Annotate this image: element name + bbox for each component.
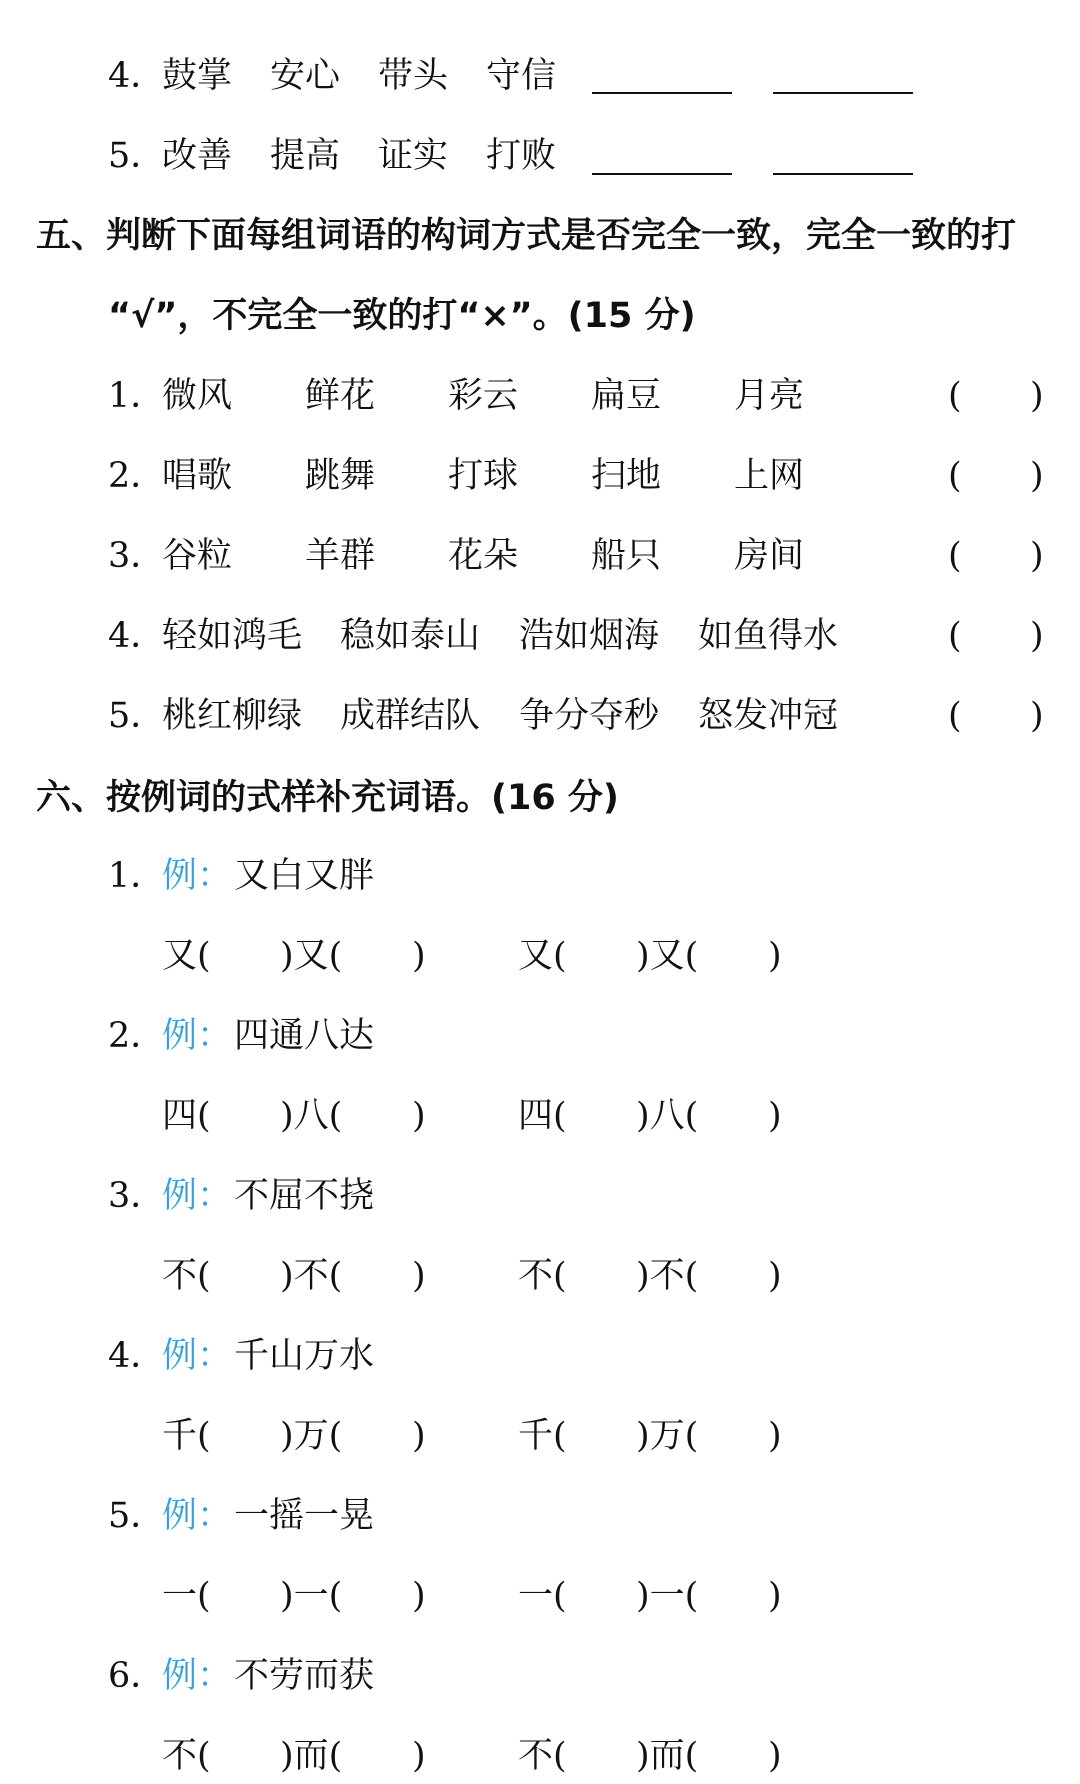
item-number: 4． (108, 56, 166, 96)
word: 鼓掌 (162, 56, 233, 96)
section-6-title: 六、按例词的式样补充词语。(16 分) (36, 778, 619, 818)
word: 扫地 (591, 456, 662, 496)
item-number: 3． (108, 1176, 166, 1216)
example-word: 四通八达 (234, 1016, 375, 1056)
word: 微风 (162, 376, 233, 416)
answer-paren-open[interactable]: ( (948, 616, 962, 656)
pattern-part[interactable]: ) (768, 1736, 782, 1776)
example-word: 不劳而获 (234, 1656, 375, 1696)
pattern-part[interactable]: ) (412, 1416, 426, 1456)
example-label: 例： (162, 1336, 233, 1376)
answer-blank[interactable] (773, 173, 913, 175)
answer-blank[interactable] (592, 173, 732, 175)
item-number: 5． (108, 1496, 166, 1536)
pattern-part[interactable]: ) (412, 1576, 426, 1616)
example-word: 不屈不挠 (234, 1176, 375, 1216)
pattern-part[interactable]: 四( (162, 1096, 211, 1136)
word: 彩云 (448, 376, 519, 416)
answer-paren-open[interactable]: ( (948, 376, 962, 416)
answer-paren-close[interactable]: ) (1030, 616, 1044, 656)
answer-paren-open[interactable]: ( (948, 456, 962, 496)
pattern-part[interactable]: )万( (636, 1416, 699, 1456)
item-number: 2． (108, 456, 166, 496)
word: 怒发冲冠 (698, 696, 839, 736)
pattern-part[interactable]: ) (768, 1416, 782, 1456)
example-label: 例： (162, 1016, 233, 1056)
word: 打败 (486, 136, 557, 176)
answer-blank[interactable] (773, 92, 913, 94)
answer-blank[interactable] (592, 92, 732, 94)
word: 改善 (162, 136, 233, 176)
word: 扁豆 (591, 376, 662, 416)
word: 打球 (448, 456, 519, 496)
word: 稳如泰山 (340, 616, 481, 656)
word: 证实 (378, 136, 449, 176)
word: 唱歌 (162, 456, 233, 496)
answer-paren-close[interactable]: ) (1030, 456, 1044, 496)
word: 房间 (734, 536, 805, 576)
pattern-part[interactable]: 又( (518, 936, 567, 976)
word: 鲜花 (305, 376, 376, 416)
pattern-part[interactable]: ) (768, 936, 782, 976)
pattern-part[interactable]: 又( (162, 936, 211, 976)
item-number: 4． (108, 616, 166, 656)
pattern-part[interactable]: 千( (162, 1416, 211, 1456)
word: 桃红柳绿 (162, 696, 303, 736)
example-word: 又白又胖 (234, 856, 375, 896)
pattern-part[interactable]: )八( (636, 1096, 699, 1136)
word: 跳舞 (305, 456, 376, 496)
word: 成群结队 (340, 696, 481, 736)
word: 带头 (378, 56, 449, 96)
word: 月亮 (734, 376, 805, 416)
pattern-part[interactable]: 不( (162, 1256, 211, 1296)
word: 轻如鸿毛 (162, 616, 303, 656)
pattern-part[interactable]: 不( (162, 1736, 211, 1776)
word: 羊群 (305, 536, 376, 576)
pattern-part[interactable]: )万( (280, 1416, 343, 1456)
pattern-part[interactable]: )一( (636, 1576, 699, 1616)
answer-paren-close[interactable]: ) (1030, 536, 1044, 576)
item-number: 5． (108, 136, 166, 176)
item-number: 1． (108, 856, 166, 896)
word: 守信 (486, 56, 557, 96)
pattern-part[interactable]: 不( (518, 1736, 567, 1776)
word: 如鱼得水 (698, 616, 839, 656)
example-label: 例： (162, 1496, 233, 1536)
pattern-part[interactable]: 一( (518, 1576, 567, 1616)
item-number: 3． (108, 536, 166, 576)
word: 提高 (270, 136, 341, 176)
pattern-part[interactable]: ) (768, 1096, 782, 1136)
item-number: 6． (108, 1656, 166, 1696)
word: 争分夺秒 (519, 696, 660, 736)
pattern-part[interactable]: ) (412, 1736, 426, 1776)
pattern-part[interactable]: 千( (518, 1416, 567, 1456)
pattern-part[interactable]: ) (412, 936, 426, 976)
example-label: 例： (162, 1656, 233, 1696)
pattern-part[interactable]: )又( (280, 936, 343, 976)
item-number: 4． (108, 1336, 166, 1376)
answer-paren-open[interactable]: ( (948, 696, 962, 736)
pattern-part[interactable]: 四( (518, 1096, 567, 1136)
pattern-part[interactable]: )又( (636, 936, 699, 976)
pattern-part[interactable]: 不( (518, 1256, 567, 1296)
pattern-part[interactable]: ) (412, 1256, 426, 1296)
pattern-part[interactable]: ) (412, 1096, 426, 1136)
answer-paren-close[interactable]: ) (1030, 696, 1044, 736)
answer-paren-close[interactable]: ) (1030, 376, 1044, 416)
word: 花朵 (448, 536, 519, 576)
item-number: 2． (108, 1016, 166, 1056)
pattern-part[interactable]: )八( (280, 1096, 343, 1136)
answer-paren-open[interactable]: ( (948, 536, 962, 576)
word: 船只 (591, 536, 662, 576)
section-5-title-cont: “√”，不完全一致的打“×”。(15 分) (108, 296, 696, 336)
pattern-part[interactable]: 一( (162, 1576, 211, 1616)
example-label: 例： (162, 856, 233, 896)
example-label: 例： (162, 1176, 233, 1216)
example-word: 一摇一晃 (234, 1496, 375, 1536)
word: 上网 (734, 456, 805, 496)
pattern-part[interactable]: )不( (636, 1256, 699, 1296)
pattern-part[interactable]: ) (768, 1576, 782, 1616)
pattern-part[interactable]: )而( (636, 1736, 699, 1776)
word: 安心 (270, 56, 341, 96)
item-number: 5． (108, 696, 166, 736)
item-number: 1． (108, 376, 166, 416)
pattern-part[interactable]: ) (768, 1256, 782, 1296)
pattern-part[interactable]: )而( (280, 1736, 343, 1776)
word: 浩如烟海 (519, 616, 660, 656)
pattern-part[interactable]: )一( (280, 1576, 343, 1616)
pattern-part[interactable]: )不( (280, 1256, 343, 1296)
section-5-title: 五、判断下面每组词语的构词方式是否完全一致，完全一致的打 (36, 216, 1017, 256)
word: 谷粒 (162, 536, 233, 576)
example-word: 千山万水 (234, 1336, 375, 1376)
